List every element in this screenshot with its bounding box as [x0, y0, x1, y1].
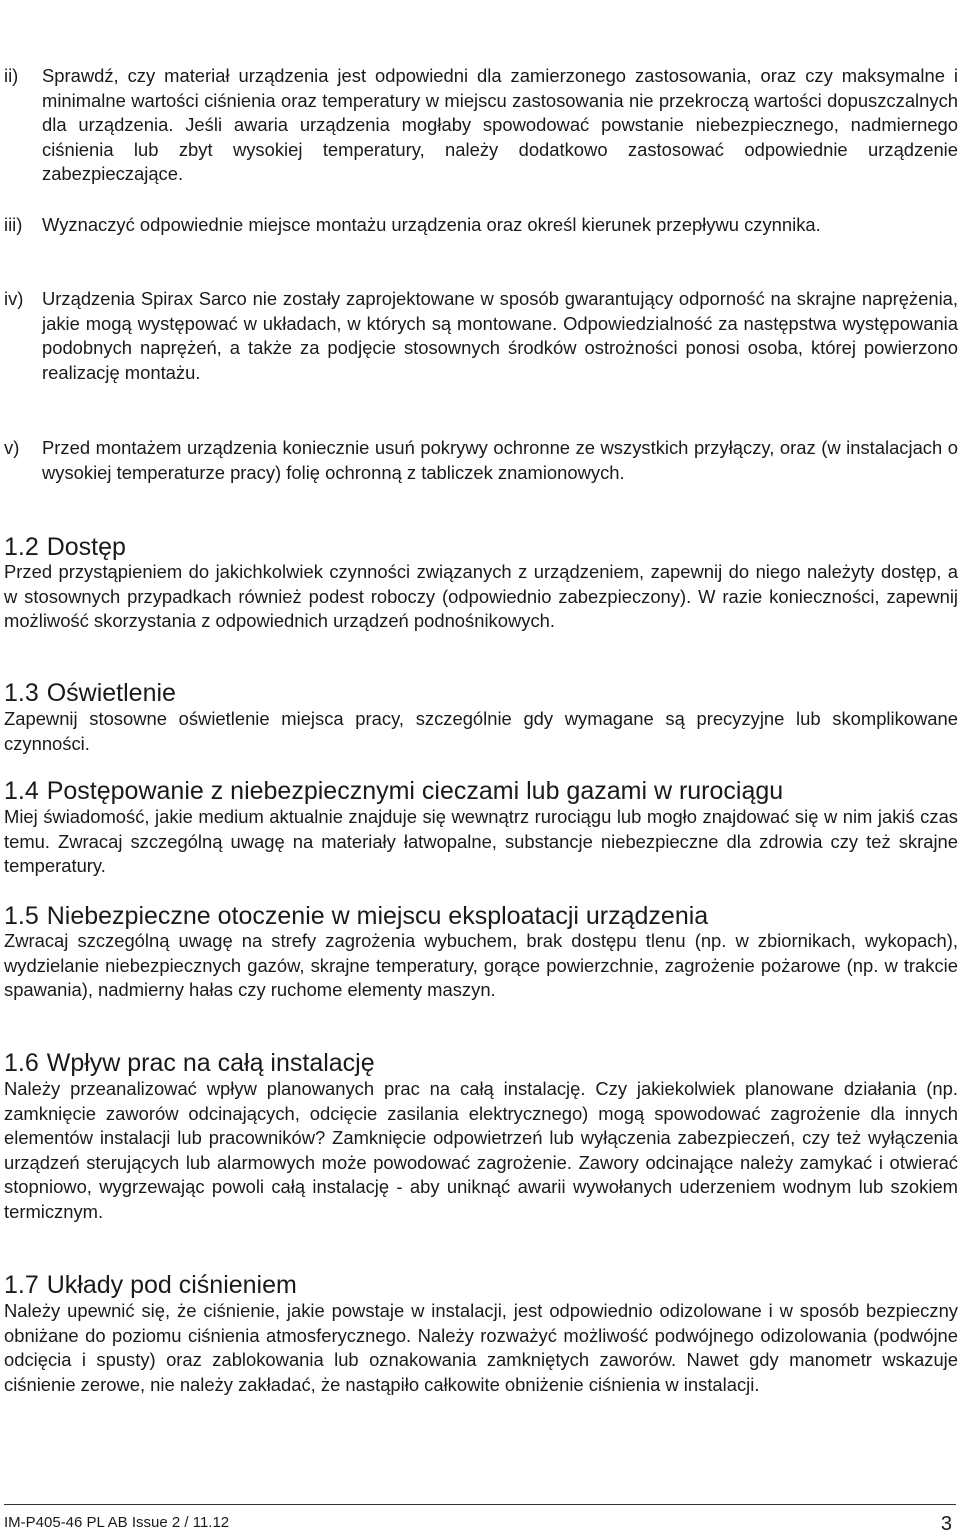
list-item-number: iv) [4, 288, 24, 309]
list-item-ii [4, 64, 958, 187]
section-text-1-6: Należy przeanalizować wpływ planowanych prac na całą instalację. Czy jakiekolwiek planowane działania (np. zamknięcie zaworów odcinających, odcięcie zasilania elektrycznego) mogą spowodować zagrożenie dla innych elementów instalacji lub pracowników? Zamknięcie odpowietrzeń lub wyłączenia zabezpieczeń, czy też wyłączenia urządzeń sterujących lub alarmowych może powodować zagrożenie. Zawory odcinające należy zamykać i otwierać stopniowo, wygrzewając powoli całą instalację - aby uniknąć awarii wywołanych uderzeniem wodnym lub szokiem termicznym. [4, 1078, 958, 1222]
list-item-iv [4, 287, 958, 385]
section-heading-1-7 [4, 1270, 297, 1300]
list-item-number: v) [4, 437, 20, 458]
section-title: Dostęp [46, 533, 126, 561]
section-title: Postępowanie z niebezpiecznymi cieczami lub gazami w rurociągu [46, 777, 784, 805]
list-item-text: Wyznaczyć odpowiednie miejsce montażu urządzenia oraz określ kierunek przepływu czynnika. [42, 214, 821, 235]
section-number: 1.5 [4, 902, 39, 930]
section-text-1-4: Miej świadomość, jakie medium aktualnie znajduje się wewnątrz rurociągu lub mogło znajdować się w nim jakiś czas temu. Zwracaj szczególną uwagę na materiały łatwopalne, substancje niebezpieczne dla zdrowia czy też skrajne temperatury. [4, 806, 958, 876]
section-number: 1.4 [4, 777, 39, 805]
list-item-number: iii) [4, 214, 23, 235]
section-text-1-5: Zwracaj szczególną uwagę na strefy zagrożenia wybuchem, brak dostępu tlenu (np. w zbiornikach, wykopach), wydzielanie niebezpiecznych gazów, skrajne temperatury, gorące powierzchnie, zagrożenie pożarowe (np. w trakcie spawania), nadmierny hałas czy ruchome elementy maszyn. [4, 930, 958, 1000]
list-item-iii [4, 213, 958, 238]
section-heading-1-5 [4, 901, 708, 931]
list-item-text: Urządzenia Spirax Sarco nie zostały zaprojektowane w sposób gwarantujący odporność na skrajne naprężenia, jakie mogą występować w układach, w których są montowane. Odpowiedzialność za następstwa występowania podobnych naprężeń, a także za podjęcie stosownych środków ostrożności ponosi osoba, której powierzono realizację montażu. [42, 288, 958, 383]
section-heading-1-4 [4, 776, 783, 806]
section-number: 1.3 [4, 679, 39, 707]
section-text-1-3: Zapewnij stosowne oświetlenie miejsca pracy, szczególnie gdy wymagane są precyzyjne lub skomplikowane czynności. [4, 708, 958, 754]
section-title: Niebezpieczne otoczenie w miejscu eksploatacji urządzenia [46, 902, 709, 930]
page-number: 3 [940, 1513, 952, 1535]
section-number: 1.7 [4, 1271, 39, 1299]
section-text-1-2: Przed przystąpieniem do jakichkolwiek czynności związanych z urządzeniem, zapewnij do niego należyty dostęp, a w stosownych przypadkach również podest roboczy (odpowiednio zabezpieczony). W razie konieczności, zapewnij możliwość skorzystania z odpowiednich urządzeń podnośnikowych. [4, 561, 958, 631]
section-title: Oświetlenie [46, 679, 176, 707]
section-text-1-7: Należy upewnić się, że ciśnienie, jakie powstaje w instalacji, jest odpowiednio odizolowane i w sposób bezpieczny obniżane do poziomu ciśnienia atmosferycznego. Należy rozważyć możliwość podwójnego odizolowania (podwójne odcięcia i spusty) oraz zablokowania lub oznakowania zamkniętych zaworów. Nawet gdy manometr wskazuje ciśnienie zerowe, nie należy zakładać, że nastąpiło całkowite obniżenie ciśnienia w instalacji. [4, 1300, 958, 1395]
section-title: Układy pod ciśnieniem [46, 1271, 297, 1299]
list-item-number: ii) [4, 65, 19, 86]
footer-divider [4, 1504, 956, 1505]
footer-doc-id: IM-P405-46 PL AB Issue 2 / 11.12 [4, 1514, 230, 1531]
list-item-text: Przed montażem urządzenia koniecznie usuń pokrywy ochronne ze wszystkich przyłączy, oraz (w instalacjach o wysokiej temperaturze pracy) folię ochronną z tabliczek znamionowych. [42, 437, 958, 483]
section-title: Wpływ prac na całą instalację [46, 1049, 375, 1077]
section-heading-1-3 [4, 678, 176, 708]
section-heading-1-2 [4, 532, 126, 562]
section-number: 1.2 [4, 533, 39, 561]
list-item-text: Sprawdź, czy materiał urządzenia jest odpowiedni dla zamierzonego zastosowania, oraz czy maksymalne i minimalne wartości ciśnienia oraz temperatury w miejscu zastosowania nie przekroczą wartości dopuszczalnych dla urządzenia. Jeśli awaria urządzenia mogłaby spowodować powstanie niebezpiecznego, nadmiernego ciśnienia lub zbyt wysokiej temperatury, należy dodatkowo zastosować odpowiednie urządzenie zabezpieczające. [42, 65, 958, 184]
section-number: 1.6 [4, 1049, 39, 1077]
section-heading-1-6 [4, 1048, 375, 1078]
list-item-v [4, 436, 958, 485]
